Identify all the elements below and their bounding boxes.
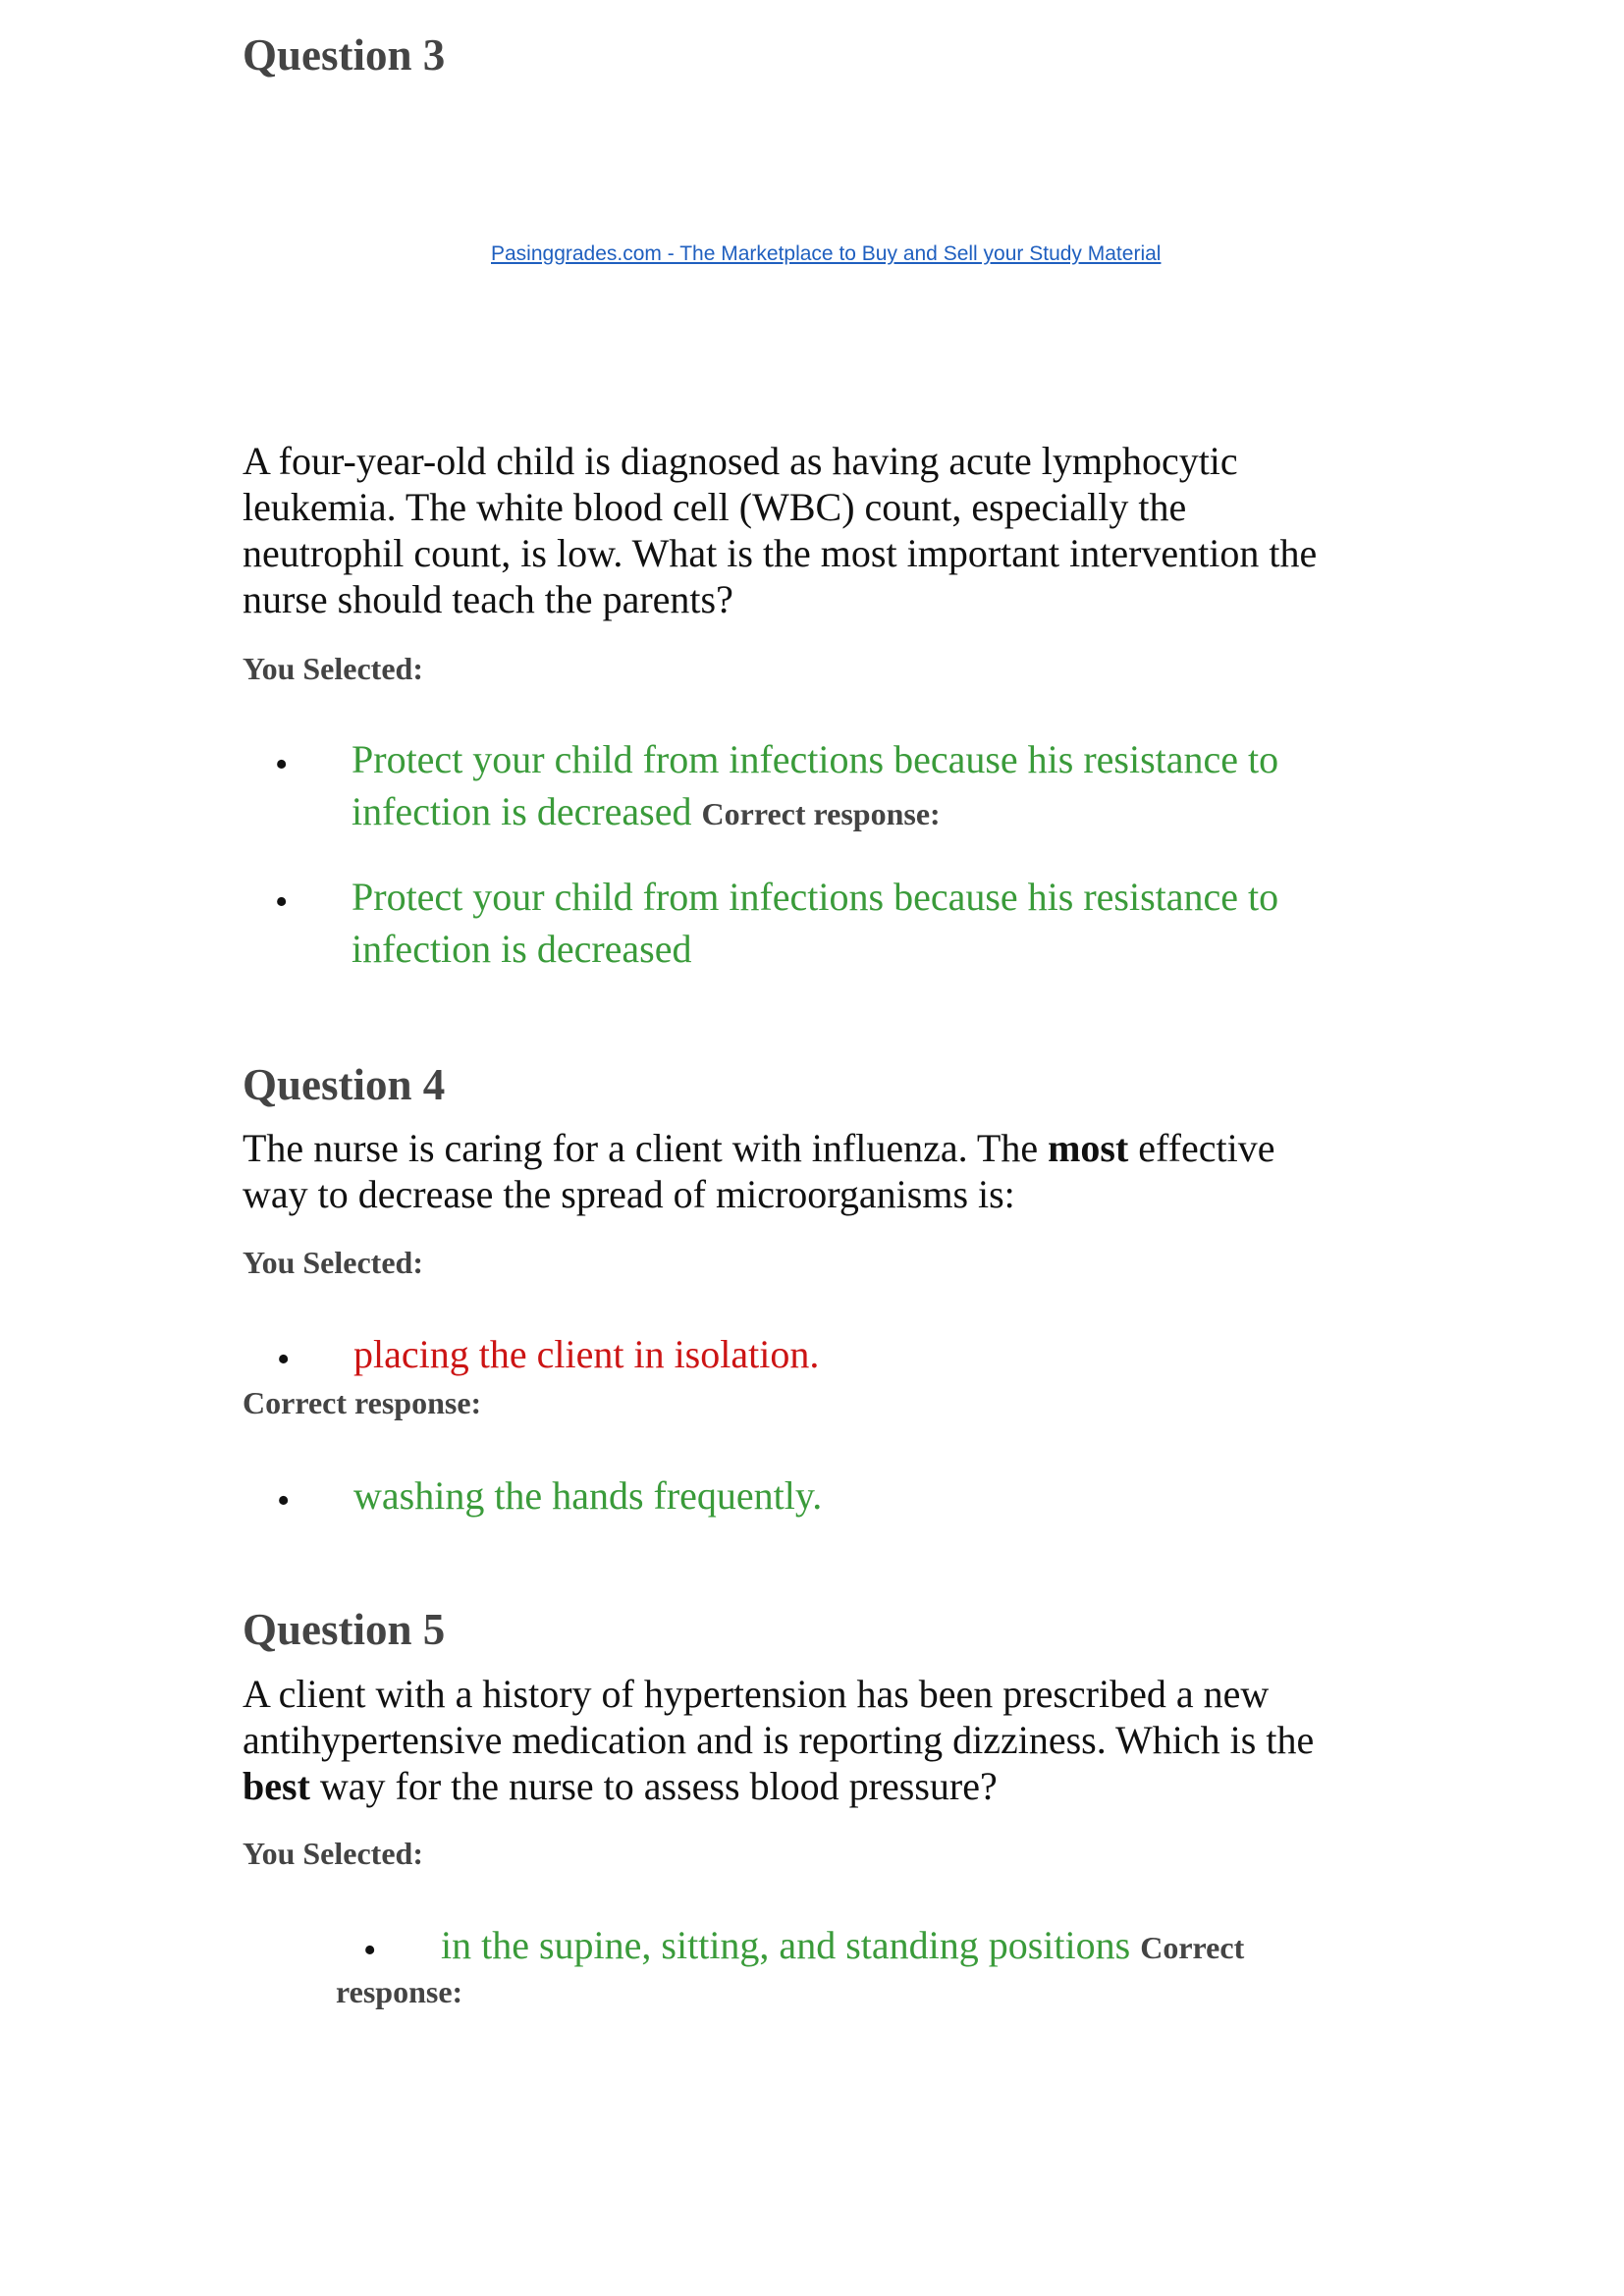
question-3-heading: Question 3 bbox=[243, 30, 446, 80]
answer-line bbox=[352, 785, 1278, 840]
question-4-text bbox=[243, 1125, 1274, 1217]
question-5-text-line: A client with a history of hypertension has been prescribed a new bbox=[243, 1672, 1270, 1716]
question-3-text bbox=[243, 438, 1317, 622]
bullet-icon: • bbox=[363, 1930, 377, 1971]
question-4-text-line bbox=[243, 1125, 1274, 1171]
emphasis-best: best bbox=[243, 1764, 310, 1808]
emphasis-most: most bbox=[1048, 1126, 1129, 1170]
question-3-text-line: nurse should teach the parents? bbox=[243, 577, 733, 621]
q4-you-selected-label: You Selected: bbox=[243, 1245, 423, 1280]
q4-selected-answer: placing the client in isolation. bbox=[353, 1332, 820, 1376]
text-segment: way for the nurse to assess blood pressure? bbox=[309, 1764, 998, 1808]
question-5-text bbox=[243, 1671, 1314, 1809]
answer-text: in the supine, sitting, and standing positions bbox=[441, 1923, 1131, 1967]
pasinggrades-link[interactable]: Pasinggrades.com - The Marketplace to Buy and Sell your Study Material bbox=[491, 242, 1162, 265]
bullet-icon: • bbox=[277, 1480, 291, 1522]
question-5-heading: Question 5 bbox=[243, 1605, 446, 1654]
answer-line: infection is decreased bbox=[352, 927, 692, 971]
question-3-text-line: A four-year-old child is diagnosed as having acute lymphocytic bbox=[243, 439, 1238, 483]
q3-correct-answer bbox=[352, 871, 1278, 975]
q4-correct-answer: washing the hands frequently. bbox=[353, 1473, 823, 1518]
bullet-icon: • bbox=[277, 1339, 291, 1380]
bullet-icon: • bbox=[275, 881, 289, 923]
question-5-text-line bbox=[243, 1763, 1314, 1809]
answer-line-text: infection is decreased bbox=[352, 789, 692, 833]
question-3-text-line: neutrophil count, is low. What is the most important intervention the bbox=[243, 531, 1318, 575]
q5-you-selected-label: You Selected: bbox=[243, 1836, 423, 1871]
text-segment: The nurse is caring for a client with influenza. The bbox=[243, 1126, 1049, 1170]
q4-correct-response-label: Correct response: bbox=[243, 1385, 482, 1420]
q5-correct-label: Correct bbox=[1140, 1930, 1245, 1965]
question-4-heading: Question 4 bbox=[243, 1060, 446, 1109]
q5-selected-answer bbox=[441, 1919, 1244, 1974]
text-segment: effective bbox=[1128, 1126, 1275, 1170]
answer-line: Protect your child from infections because his resistance to bbox=[352, 737, 1279, 781]
question-3-text-line: leukemia. The white blood cell (WBC) count, especially the bbox=[243, 485, 1187, 529]
question-4-text-line: way to decrease the spread of microorganisms is: bbox=[243, 1172, 1015, 1216]
q3-selected-answer bbox=[352, 733, 1278, 840]
q5-response-label: response: bbox=[336, 1974, 463, 2009]
q3-correct-response-label: Correct response: bbox=[701, 796, 941, 831]
question-5-text-line: antihypertensive medication and is reporting dizziness. Which is the bbox=[243, 1718, 1315, 1762]
answer-line: Protect your child from infections because his resistance to bbox=[352, 875, 1279, 919]
q3-you-selected-label: You Selected: bbox=[243, 651, 423, 686]
bullet-icon: • bbox=[275, 744, 289, 785]
